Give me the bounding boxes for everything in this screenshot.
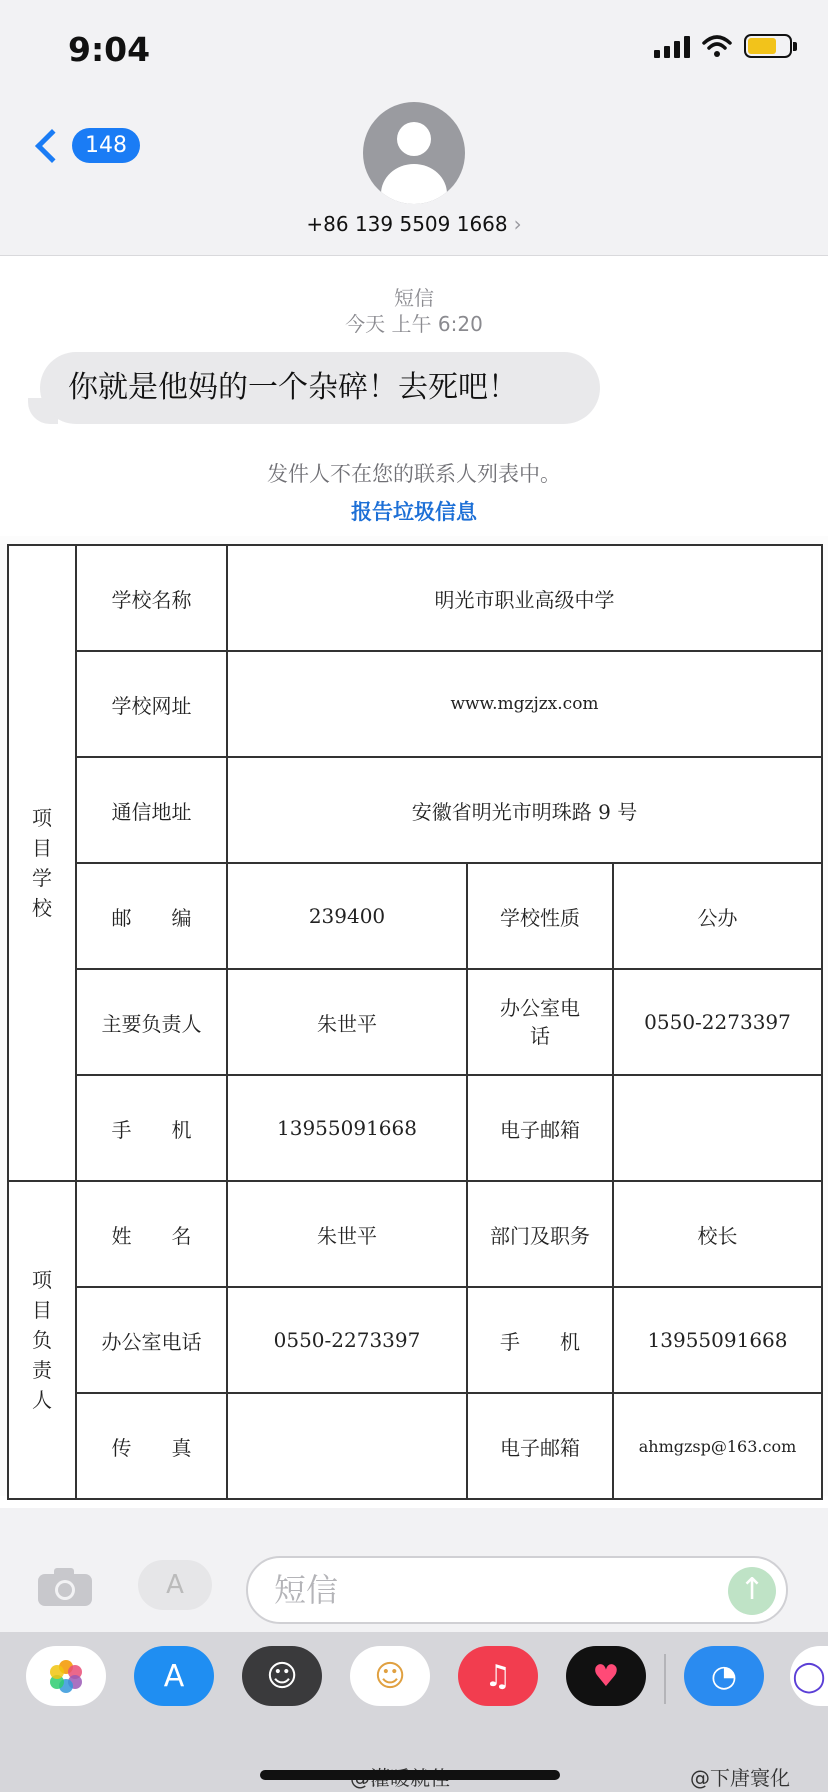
value-principal: 朱世平 — [227, 969, 467, 1075]
message-input-placeholder: 短信 — [274, 1571, 339, 1609]
back-button[interactable] — [30, 128, 140, 163]
compose-bar — [0, 1508, 828, 1632]
label-school-type: 学校性质 — [467, 863, 613, 969]
music-app-icon[interactable]: ♫ — [458, 1646, 538, 1706]
label-postcode: 邮 编 — [76, 863, 227, 969]
value-email — [613, 1075, 822, 1181]
partial-app-icon[interactable]: ◯ — [790, 1646, 828, 1706]
contact-avatar[interactable] — [363, 102, 465, 204]
label-office-phone-2: 办公室电话 — [76, 1287, 227, 1393]
document-image — [0, 536, 828, 1496]
label-mobile-2: 手 机 — [467, 1287, 613, 1393]
drawer-divider — [664, 1654, 666, 1704]
cellular-signal-icon — [654, 34, 690, 58]
app-store-app-icon[interactable]: A — [134, 1646, 214, 1706]
contact-name[interactable] — [0, 212, 828, 236]
label-principal: 主要负责人 — [76, 969, 227, 1075]
contact-number: +86 139 5509 1668 — [306, 212, 508, 236]
service-label: 短信 — [394, 286, 434, 310]
label-address: 通信地址 — [76, 757, 227, 863]
camera-icon[interactable] — [36, 1566, 94, 1608]
school-info-table — [7, 544, 823, 1500]
label-name: 姓 名 — [76, 1181, 227, 1287]
send-button[interactable]: ↑ — [728, 1567, 776, 1615]
photos-app-icon[interactable] — [26, 1646, 106, 1706]
app-store-icon[interactable]: A — [138, 1560, 212, 1610]
message-input[interactable] — [246, 1556, 788, 1624]
watermark-right: @下唐寰化 — [690, 1766, 790, 1790]
value-school-name: 明光市职业高级中学 — [227, 545, 822, 651]
value-department: 校长 — [613, 1181, 822, 1287]
value-name: 朱世平 — [227, 1181, 467, 1287]
digital-touch-icon[interactable]: ♥ — [566, 1646, 646, 1706]
value-mobile-2: 13955091668 — [613, 1287, 822, 1393]
value-address: 安徽省明光市明珠路 9 号 — [227, 757, 822, 863]
value-postcode: 239400 — [227, 863, 467, 969]
value-email-2: ahmgzsp@163.com — [613, 1393, 822, 1499]
value-office-phone-2: 0550-2273397 — [227, 1287, 467, 1393]
animoji-stickers-icon[interactable]: ☺ — [350, 1646, 430, 1706]
wifi-icon — [702, 34, 732, 58]
value-mobile: 13955091668 — [227, 1075, 467, 1181]
ctrip-app-icon[interactable]: ◔ — [684, 1646, 764, 1706]
label-email-2: 电子邮箱 — [467, 1393, 613, 1499]
label-school-name: 学校名称 — [76, 545, 227, 651]
message-bubble[interactable]: 你就是他妈的一个杂碎！去死吧！ — [40, 352, 600, 424]
status-time: 9:04 — [68, 30, 151, 69]
label-department: 部门及职务 — [467, 1181, 613, 1287]
home-indicator — [260, 1770, 560, 1780]
battery-icon — [744, 34, 792, 58]
value-school-type: 公办 — [613, 863, 822, 969]
label-mobile: 手 机 — [76, 1075, 227, 1181]
navigation-header — [0, 0, 828, 256]
unread-count-badge: 148 — [72, 128, 140, 163]
label-email: 电子邮箱 — [467, 1075, 613, 1181]
value-office-phone: 0550-2273397 — [613, 969, 822, 1075]
unknown-sender-notice: 发件人不在您的联系人列表中。 — [267, 462, 561, 486]
status-icons — [654, 34, 792, 58]
label-fax: 传 真 — [76, 1393, 227, 1499]
label-office-phone: 办公室电话 — [467, 969, 613, 1075]
message-timestamp: 今天 上午 6:20 — [345, 312, 483, 336]
app-drawer — [0, 1632, 828, 1792]
value-website: www.mgzjzx.com — [227, 651, 822, 757]
section-school-header: 项目学校 — [8, 545, 76, 1181]
memoji-app-icon[interactable]: ☺ — [242, 1646, 322, 1706]
back-chevron-icon — [35, 129, 69, 163]
section-leader-header: 项目负责人 — [8, 1181, 76, 1499]
label-website: 学校网址 — [76, 651, 227, 757]
value-fax — [227, 1393, 467, 1499]
chevron-right-icon: › — [513, 212, 522, 236]
report-junk-link[interactable]: 报告垃圾信息 — [351, 500, 477, 524]
